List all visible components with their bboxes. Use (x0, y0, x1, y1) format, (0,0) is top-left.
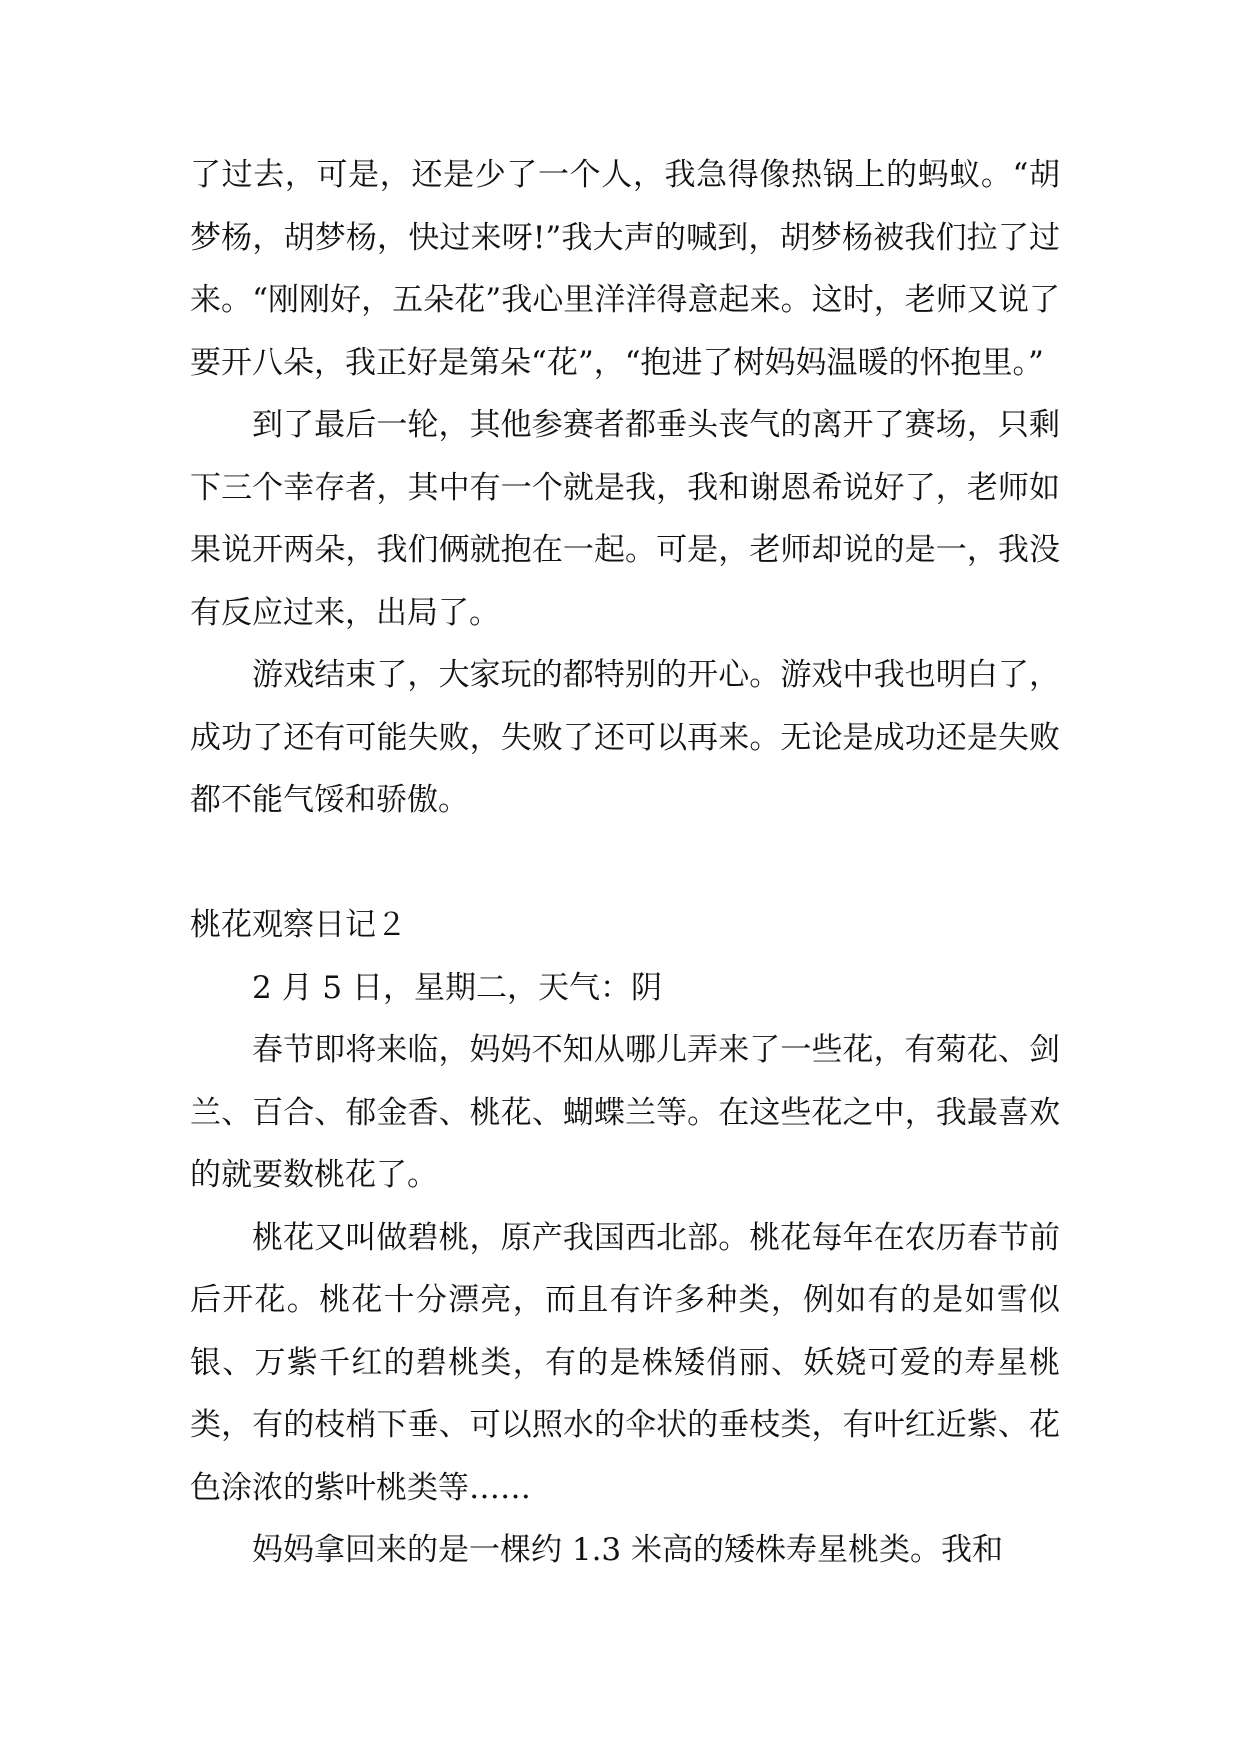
section-title: 桃花观察日记２ (190, 907, 407, 943)
paragraph-continued: 了过去，可是，还是少了一个人，我急得像热锅上的蚂蚁。“胡梦杨，胡梦杨，快过来呀!”我大声的喊到，胡梦杨被我们拉了过来。“刚刚好，五朵花”我心里洋洋得意起来。这时，老师又说了要开八朵，我正好是第朵“花”，“抱进了树妈妈温暖的怀抱里。” (190, 157, 1060, 381)
diary-date-line: 2 月 5 日，星期二，天气：阴 (252, 969, 663, 1006)
document-body (190, 144, 1060, 1582)
paragraph: 妈妈拿回来的是一棵约 1.3 米高的矮株寿星桃类。我和 (252, 1532, 1004, 1568)
paragraph: 游戏结束了，大家玩的都特别的开心。游戏中我也明白了，成功了还有可能失败，失败了还可以再来。无论是成功还是失败都不能气馁和骄傲。 (190, 657, 1060, 818)
paragraph: 春节即将来临，妈妈不知从哪儿弄来了一些花，有菊花、剑兰、百合、郁金香、桃花、蝴蝶兰等。在这些花之中，我最喜欢的就要数桃花了。 (190, 1032, 1060, 1193)
paragraph: 到了最后一轮，其他参赛者都垂头丧气的离开了赛场，只剩下三个幸存者，其中有一个就是我，我和谢恩希说好了，老师如果说开两朵，我们俩就抱在一起。可是，老师却说的是一，我没有反应过来，出局了。 (190, 407, 1060, 631)
paragraph: 桃花又叫做碧桃，原产我国西北部。桃花每年在农历春节前后开花。桃花十分漂亮，而且有许多种类，例如有的是如雪似银、万紫千红的碧桃类，有的是株矮俏丽、妖娆可爱的寿星桃类，有的枝梢下垂、可以照水的伞状的垂枝类，有叶红近紫、花色涂浓的紫叶桃类等…… (190, 1219, 1060, 1506)
section-gap (190, 832, 1060, 895)
